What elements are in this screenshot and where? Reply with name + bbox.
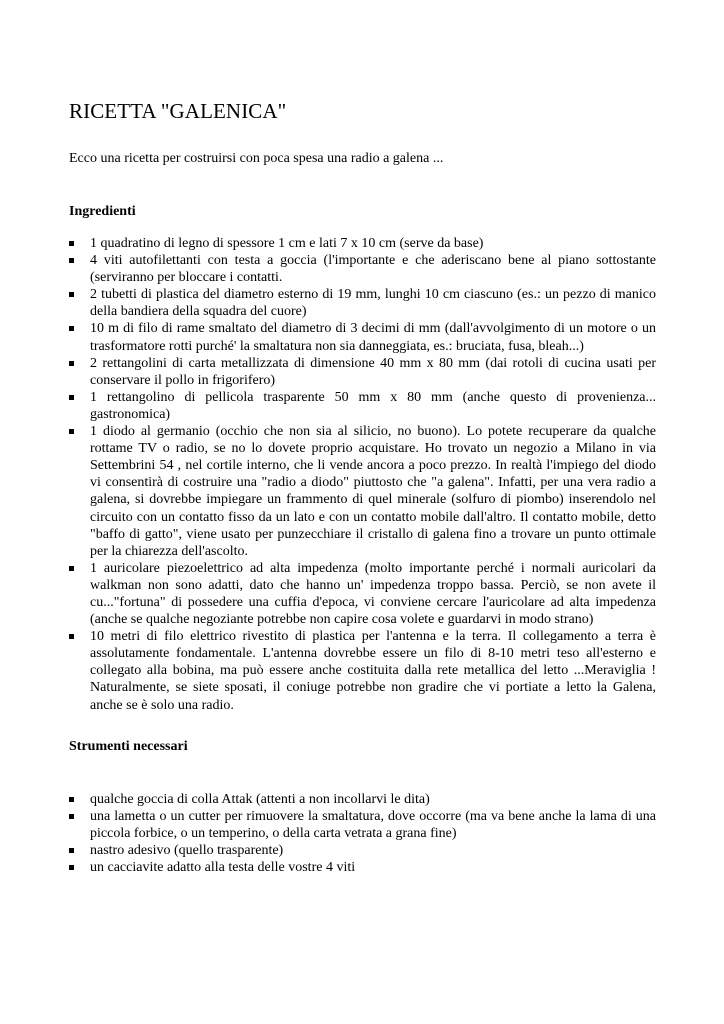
ingredient-text: 1 auricolare piezoelettrico ad alta impedenza (molto importante perché i normali auricolari da walkman non sono adatti, dato che hanno un' impedenza troppo bassa. Perciò, se non avete il cu..."fortuna" di possedere una cuffia d'epoca, vi conviene cercare l'auricolare ad alta impedenza (anche se qualche negoziante potrebbe non capire cosa volete e guardarvi in modo strano)	[90, 560, 656, 628]
ingredient-item	[69, 320, 656, 354]
square-bullet-icon	[69, 429, 74, 434]
tool-item	[69, 842, 656, 859]
tool-text: qualche goccia di colla Attak (attenti a non incollarvi le dita)	[90, 792, 430, 807]
ingredient-item	[69, 389, 656, 423]
tool-item	[69, 791, 656, 808]
ingredient-text: 10 m di filo di rame smaltato del diametro di 3 decimi di mm (dall'avvolgimento di un motore o un trasformatore rotti purché' la smaltatura non sia danneggiata, es.: bruciata, fusa, bleah...)	[90, 321, 656, 354]
square-bullet-icon	[69, 797, 74, 802]
ingredient-text: 2 tubetti di plastica del diametro esterno di 19 mm, lunghi 10 cm ciascuno (es.: un pezzo di manico della bandiera della squadra del cuore)	[90, 287, 656, 320]
square-bullet-icon	[69, 566, 74, 571]
ingredient-item	[69, 423, 656, 560]
square-bullet-icon	[69, 395, 74, 400]
square-bullet-icon	[69, 241, 74, 246]
ingredients-heading: Ingredienti	[69, 204, 136, 219]
ingredient-item	[69, 355, 656, 389]
tools-heading: Strumenti necessari	[69, 739, 188, 754]
ingredient-text: 4 viti autofilettanti con testa a goccia (l'importante e che aderiscano bene al piano sottostante (serviranno per bloccare i contatti.	[90, 253, 656, 286]
page-title: RICETTA "GALENICA"	[69, 99, 287, 123]
tool-text: nastro adesivo (quello trasparente)	[90, 843, 284, 859]
ingredients-list	[69, 235, 656, 714]
tool-text: un cacciavite adatto alla testa delle vostre 4 viti	[90, 860, 356, 876]
ingredient-text: 1 rettangolino di pellicola trasparente 50 mm x 80 mm (anche questo di provenienza... gastronomica)	[90, 389, 656, 422]
ingredient-item	[69, 286, 656, 320]
ingredient-text: 1 diodo al germanio (occhio che non sia al silicio, no buono). Lo potete recuperare da qualche rottame TV o radio, se no lo dovete proprio acquistare. Ho trovato un negozio a Milano in via Settembrini 54 , nel cortile interno, che li vende ancora a poco prezzo. In realtà l'impiego del diodo vi consentirà di costruire una "radio a diodo" piuttosto che "a galena". Infatti, per una vera radio a galena, si dovrebbe impiegare un frammento di quel minerale (solfuro di piombo) inserendolo nel circuito con un contatto fisso da un lato e con un contatto mobile dall'altro. Il contatto mobile, detto "baffo di gatto", viene usato per punzecchiare il cristallo di galena fino a trovare un punto ottimale per la chiarezza dell'ascolto.	[90, 424, 656, 559]
square-bullet-icon	[69, 326, 74, 331]
ingredient-text: 10 metri di filo elettrico rivestito di plastica per l'antenna e la terra. Il collegamento a terra è assolutamente fondamentale. L'antenna dovrebbe essere un filo di 8-10 metri teso all'esterno e collegato alla bobina, ma può essere anche costituita dalla rete metallica del letto ...Meraviglia ! Naturalmente, se siete sposati, il coniuge potrebbe non gradire che vi portiate a letto la Galena, anche se è solo una radio.	[90, 629, 656, 713]
tool-item	[69, 859, 656, 876]
ingredient-text: 1 quadratino di legno di spessore 1 cm e lati 7 x 10 cm (serve da base)	[90, 236, 484, 251]
square-bullet-icon	[69, 258, 74, 263]
square-bullet-icon	[69, 848, 74, 853]
square-bullet-icon	[69, 814, 74, 819]
tools-list	[69, 791, 656, 876]
square-bullet-icon	[69, 361, 74, 366]
square-bullet-icon	[69, 292, 74, 297]
ingredient-item	[69, 560, 656, 628]
ingredient-text: 2 rettangolini di carta metallizzata di dimensione 40 mm x 80 mm (dai rotoli di cucina usati per conservare il pollo in frigorifero)	[90, 355, 656, 388]
ingredient-item	[69, 235, 656, 252]
square-bullet-icon	[69, 865, 74, 870]
tool-text: una lametta o un cutter per rimuovere la smaltatura, dove occorre (ma va bene anche la lama di una piccola forbice, o un temperino, o della carta vetrata a grana fine)	[90, 809, 656, 842]
square-bullet-icon	[69, 634, 74, 639]
ingredient-item	[69, 252, 656, 286]
tool-item	[69, 808, 656, 842]
intro-paragraph: Ecco una ricetta per costruirsi con poca spesa una radio a galena ...	[69, 151, 444, 166]
ingredient-item	[69, 628, 656, 713]
